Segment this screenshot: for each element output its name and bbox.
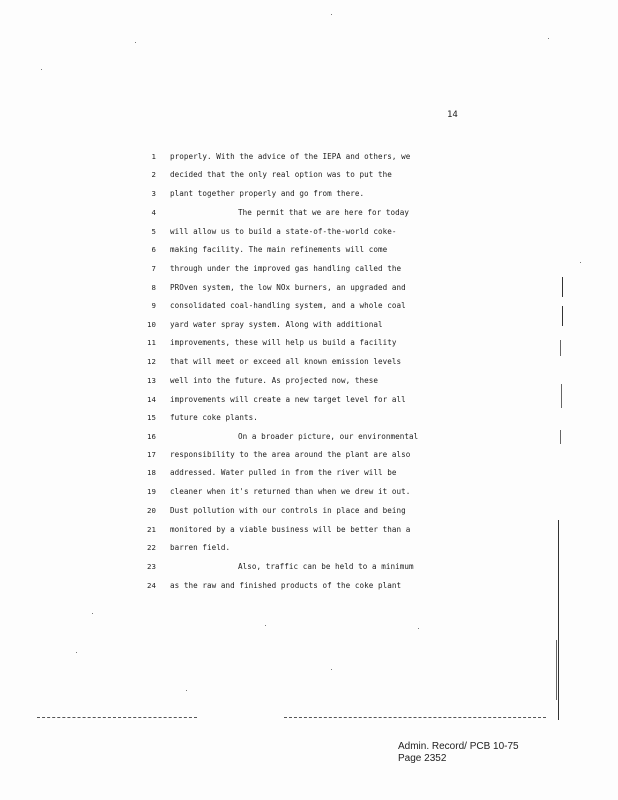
line-text: will allow us to build a state-of-the-world coke- [170, 227, 397, 236]
margin-mark [562, 277, 563, 297]
scan-speck [186, 690, 187, 691]
line-number: 5 [151, 227, 156, 236]
line-text: that will meet or exceed all known emission levels [170, 357, 402, 366]
line-text: properly. With the advice of the IEPA and others, we [170, 152, 411, 161]
line-text: Also, traffic can be held to a minimum [238, 562, 414, 571]
line-text: plant together properly and go from there. [170, 189, 365, 198]
line-text: addressed. Water pulled in from the river will be [170, 468, 397, 477]
margin-mark [561, 384, 562, 408]
page-number: 14 [447, 110, 458, 120]
line-text: On a broader picture, our environmental [238, 432, 419, 441]
line-text: through under the improved gas handling called the [170, 264, 402, 273]
line-text: making facility. The main refinements will come [170, 245, 388, 254]
line-number: 4 [151, 208, 156, 217]
stamp-record-line: Admin. Record/ PCB 10-75 [398, 741, 519, 752]
stamp-page-line: Page 2352 [398, 753, 447, 764]
scan-speck [92, 613, 93, 614]
line-text: cleaner when it's returned than when we drew it out. [170, 487, 411, 496]
scan-speck [331, 14, 332, 15]
line-text: PROven system, the low NOx burners, an upgraded and [170, 283, 406, 292]
scan-speck [135, 42, 136, 43]
line-number: 20 [147, 506, 156, 515]
margin-mark [560, 340, 561, 356]
line-number: 24 [147, 581, 156, 590]
line-number: 21 [147, 525, 156, 534]
line-text: improvements will create a new target level for all [170, 395, 406, 404]
footer-rule [284, 717, 546, 719]
scan-speck [41, 69, 42, 70]
scan-speck [331, 669, 332, 670]
line-number: 18 [147, 468, 156, 477]
margin-mark [562, 306, 563, 326]
line-text: well into the future. As projected now, these [170, 376, 378, 385]
line-text: improvements, these will help us build a facility [170, 338, 397, 347]
scan-speck [418, 628, 419, 629]
line-number: 10 [147, 320, 156, 329]
line-number: 8 [151, 283, 156, 292]
line-number: 6 [151, 245, 156, 254]
line-text: The permit that we are here for today [238, 208, 410, 217]
scan-speck [76, 652, 77, 653]
line-number: 7 [151, 264, 156, 273]
line-number: 22 [147, 543, 156, 552]
line-number: 19 [147, 487, 156, 496]
line-number: 12 [147, 357, 156, 366]
line-number: 16 [147, 432, 156, 441]
line-text: consolidated coal-handling system, and a whole coal [170, 301, 406, 310]
line-number: 15 [147, 413, 156, 422]
line-number: 11 [147, 338, 156, 347]
line-number: 1 [151, 152, 156, 161]
line-number: 13 [147, 376, 156, 385]
line-text: barren field. [170, 543, 231, 552]
line-text: as the raw and finished products of the coke plant [170, 581, 402, 590]
line-number: 23 [147, 562, 156, 571]
line-text: yard water spray system. Along with additional [170, 320, 383, 329]
line-number: 14 [147, 395, 156, 404]
line-number: 2 [151, 170, 156, 179]
margin-mark [558, 520, 559, 720]
line-number: 9 [151, 301, 156, 310]
scan-speck [265, 625, 266, 626]
line-text: decided that the only real option was to put the [170, 170, 392, 179]
margin-mark [556, 640, 557, 700]
line-text: Dust pollution with our controls in place and being [170, 506, 406, 515]
line-number: 17 [147, 450, 156, 459]
line-number: 3 [151, 189, 156, 198]
line-text: monitored by a viable business will be better than a [170, 525, 411, 534]
scan-speck [580, 262, 581, 263]
line-text: future coke plants. [170, 413, 258, 422]
admin-record-stamp [398, 741, 519, 765]
footer-rule [37, 717, 197, 719]
scan-speck [548, 38, 549, 39]
line-text: responsibility to the area around the plant are also [170, 450, 411, 459]
margin-mark [560, 430, 561, 444]
